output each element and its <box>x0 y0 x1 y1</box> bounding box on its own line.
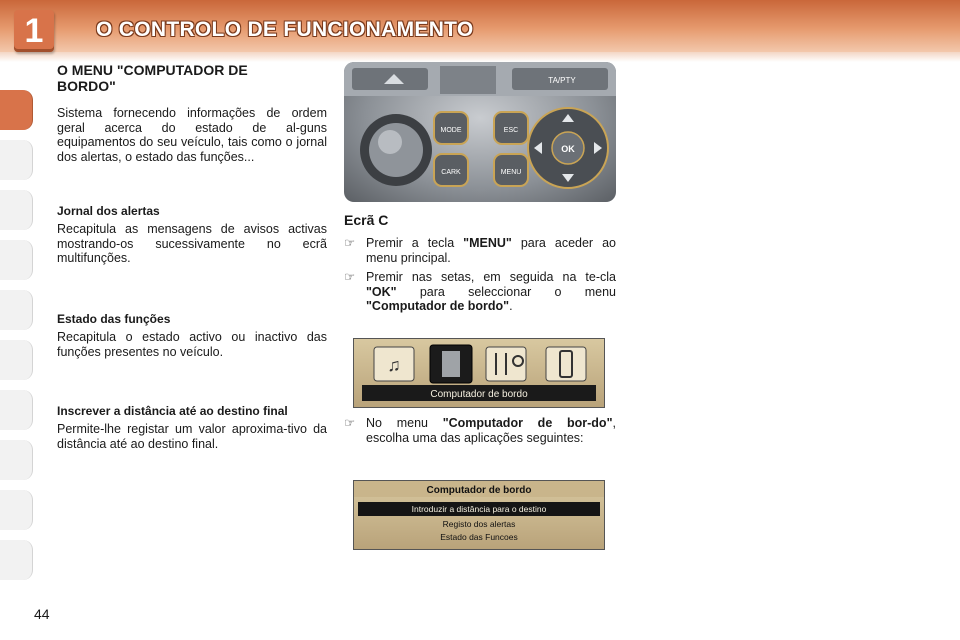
subsection-title: Inscrever a distância até ao destino final <box>57 404 288 418</box>
knob-highlight <box>378 130 402 154</box>
screen-c-title: Ecrã C <box>344 212 389 228</box>
subsection-text: Recapitula o estado activo ou inactivo das funções presentes no veículo. <box>57 330 327 359</box>
page-number: 44 <box>34 606 50 622</box>
ta-label: TA/PTY <box>548 76 576 85</box>
section-distance-destination <box>57 404 327 451</box>
intro-paragraph: Sistema fornecendo informações de ordem geral acerca do estado de al-guns equipamentos do seu veículo, tais como o jornal dos alertas, o estado das funções... <box>57 106 327 164</box>
section-function-status <box>57 312 327 359</box>
subsection-title: Estado das funções <box>57 312 171 326</box>
subsection-text: Recapitula as mensagens de avisos activas mostrando-os sucessivamente no ecrã multifunções. <box>57 222 327 265</box>
submenu-item-alerts[interactable]: Registo dos alertas <box>442 519 516 529</box>
chapter-tab-5[interactable] <box>0 290 33 330</box>
chapter-tab-7[interactable] <box>0 390 33 430</box>
ok-label: OK <box>561 144 575 154</box>
chapter-tab-8[interactable] <box>0 440 33 480</box>
screen-c-section <box>344 212 616 319</box>
hand-pointer-icon: ☞ <box>344 270 356 284</box>
subsection-title: Jornal dos alertas <box>57 204 160 218</box>
submenu-title: Computador de bordo <box>426 485 532 496</box>
chapter-tab-9[interactable] <box>0 490 33 530</box>
computer-menu-list <box>354 481 604 549</box>
music-note-icon: ♫ <box>387 355 401 375</box>
instruction-1: ☞ Premir a tecla "MENU" para aceder ao menu principal. <box>344 236 616 265</box>
subsection-text: Permite-lhe registar um valor aproxima-tivo da distância até ao destino final. <box>57 422 327 451</box>
instruction-3: ☞ No menu "Computador de bor-do", escolha uma das aplicações seguintes: <box>344 416 616 445</box>
main-menu-screen <box>353 338 605 408</box>
instruction-3-wrap <box>344 416 616 450</box>
submenu-item-functions[interactable]: Estado das Funcoes <box>440 532 518 542</box>
header-fade <box>0 52 960 62</box>
card-label: CARK <box>441 169 461 176</box>
section-alert-log <box>57 204 327 266</box>
hand-pointer-icon: ☞ <box>344 416 356 430</box>
left-column <box>57 62 327 451</box>
instruction-2: ☞ Premir nas setas, em seguida na te-cla "OK" para seleccionar o menu "Computador de bordo". <box>344 270 616 313</box>
chapter-tab-4[interactable] <box>0 240 33 280</box>
chapter-tab-1[interactable] <box>0 90 33 130</box>
main-menu-icons <box>354 339 604 407</box>
page-title: O CONTROLO DE FUNCIONAMENTO <box>96 18 474 41</box>
chapter-badge: 1 <box>14 10 54 52</box>
submenu-item-distance[interactable]: Introduzir a distância para o destino <box>411 504 547 514</box>
chapter-tab-3[interactable] <box>0 190 33 230</box>
chapter-tab-rail <box>0 60 36 580</box>
menu-label: MENU <box>500 169 522 176</box>
fuel-pump-icon <box>442 351 460 377</box>
menu-label: Computador de bordo <box>430 389 528 400</box>
esc-label: ESC <box>503 127 519 134</box>
console-drawing <box>344 62 616 202</box>
console-illustration <box>344 62 616 202</box>
chapter-tab-6[interactable] <box>0 340 33 380</box>
hand-pointer-icon: ☞ <box>344 236 356 250</box>
chapter-tab-2[interactable] <box>0 140 33 180</box>
section-title: O MENU "COMPUTADOR DE BORDO" <box>57 62 248 94</box>
cd-slot-area <box>440 66 496 94</box>
chapter-tab-10[interactable] <box>0 540 33 580</box>
computer-menu-screen <box>353 480 605 550</box>
mode-label: MODE <box>440 127 462 134</box>
phone-icon <box>546 347 586 381</box>
